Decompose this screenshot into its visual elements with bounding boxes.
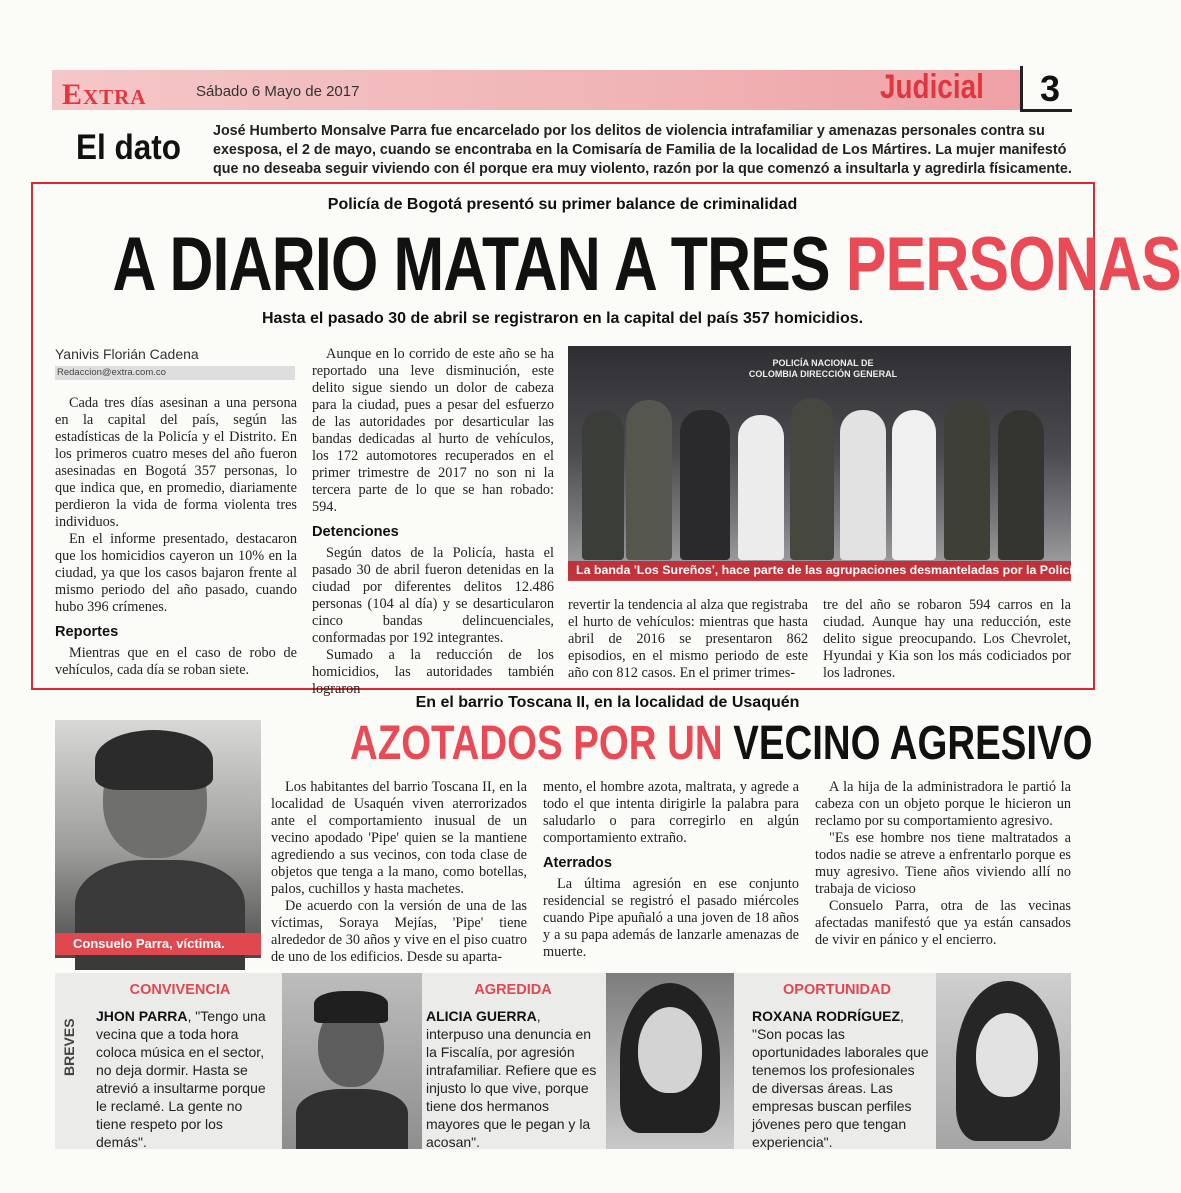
paragraph: "Es ese hombre nos tiene maltratados a todos nadie se atreve a enfrentarlo porque es muy agresivo. Tiene años viviendo allí no trabaja de vicioso (815, 830, 1071, 897)
newspaper-logo: Extra (62, 78, 147, 111)
main-story-deck: Hasta el pasado 30 de abril se registraron en la capital del país 357 homicidios. (261, 310, 864, 327)
paragraph: En el informe presentado, destacaron que los homicidios cayeron un 10% en la ciudad, ya que los casos bajaron frente al mismo periodo del año pasado, cuando hubo 396 crímenes. (55, 531, 297, 615)
brief-text-oportunidad (752, 1007, 930, 1151)
brief-name: ALICIA GUERRA (426, 1008, 537, 1024)
brief-quote: , "Tengo una vecina que a toda hora coloca música en el sector, no deja dormir. Hasta se atrevió a insultarme porque le reclamé. La gente no tiene respeto por los demás". (96, 1008, 266, 1150)
main-story-column-2 (312, 346, 554, 698)
brief-name: JHON PARRA (96, 1008, 188, 1024)
el-dato-label: El dato (76, 128, 182, 167)
main-story-headline (112, 222, 1181, 307)
detainee-figure (680, 410, 730, 560)
hair-shape (314, 991, 388, 1023)
el-dato-text: José Humberto Monsalve Parra fue encarcelado por los delitos de violencia intrafamiliar y amenazas personales contra su exesposa, el 2 de mayo, cuando se encontraba en la Comisaría de Familia de la localidad de Los Mártires. La mujer manifestó que no deseaba seguir viviendo con él porque era muy violento, razón por la que comenzó a insultarla y agredirla físicamente. (213, 123, 1072, 177)
brief-text-agredida (426, 1007, 601, 1151)
headline-dark-part: VECINO AGRESIVO (733, 717, 1093, 770)
section-title: Judicial (880, 68, 984, 106)
breves-label: BREVES (61, 1018, 77, 1076)
jhon-parra-photo (282, 973, 422, 1149)
paragraph: Según datos de la Policía, hasta el pasado 30 de abril fueron detenidas en la ciudad por diferentes delitos 12.486 personas (104 al día) y se desarticularon cinco bandas delincuenciales, conformadas por 192 integrantes. (312, 545, 554, 646)
brief-quote: , interpuso una denuncia en la Fiscalía, por agresión intrafamiliar. Refiere que es injusto lo que vive, porque tiene dos hermanos mayores que le pegan y la acosan". (426, 1008, 597, 1150)
detainee-figure (892, 410, 936, 560)
second-story-column-2 (543, 779, 799, 961)
paragraph: Sumado a la reducción de los homicidios, las autoridades también lograron (312, 647, 554, 697)
subheading: Reportes (55, 624, 119, 640)
subheading: Aterrados (543, 855, 612, 871)
brief-title-oportunidad: OPORTUNIDAD (783, 982, 891, 998)
detainee-figure (840, 410, 886, 560)
headline-accent-part: AZOTADOS POR UN (350, 717, 723, 770)
second-story-kicker: En el barrio Toscana II, en la localidad de Usaquén (415, 694, 800, 711)
subheading: Detenciones (312, 524, 399, 540)
officer-figure (998, 410, 1044, 560)
brief-name: ROXANA RODRÍGUEZ (752, 1008, 901, 1024)
police-press-photo (568, 346, 1071, 580)
alicia-guerra-photo (606, 973, 734, 1149)
headline-dark-part: A DIARIO MATAN A TRES (112, 222, 830, 307)
main-story-column-3 (568, 597, 808, 682)
paragraph: revertir la tendencia al alza que registraba el hurto de vehículos: mientras que hasta abril de 2016 se presentaron 862 episodios, en el mismo periodo de este año con 812 casos. En el primer trimes- (568, 597, 808, 681)
victim-portrait (55, 720, 261, 958)
page-number: 3 (1040, 68, 1061, 109)
portrait-caption: Consuelo Parra, víctima. (73, 936, 225, 951)
second-story-column-1 (271, 779, 527, 966)
paragraph: De acuerdo con la versión de una de las víctimas, Soraya Mejías, 'Pipe' tiene alrededor de 30 años y vive en el piso cuatro de uno de los edificios. Desde su aparta- (271, 898, 527, 965)
brief-title-agredida: AGREDIDA (474, 982, 552, 998)
second-story-column-3 (815, 779, 1071, 949)
photo-caption: La banda 'Los Sureños', hace parte de las agrupaciones desmanteladas por la Policía. (576, 563, 1084, 577)
paragraph: A la hija de la administradora le partió la cabeza con un objeto porque le hicieron un reclamo por su comportamiento agresivo. (815, 779, 1071, 829)
paragraph: La última agresión en ese conjunto residencial se registró el pasado miércoles cuando Pipe apuñaló a una joven de 18 años y a su papa además de lanzarle amenazas de muerte. (543, 876, 799, 960)
issue-date: Sábado 6 Mayo de 2017 (196, 83, 360, 100)
roxana-rodriguez-photo (936, 973, 1071, 1149)
shoulders-shape (296, 1089, 408, 1149)
brief-text-convivencia (96, 1007, 274, 1151)
paragraph: Los habitantes del barrio Toscana II, en la localidad de Usaquén viven aterrorizados ante el comportamiento inusual de un vecino apodado 'Pipe' quien se la mantiene agrediendo a sus vecinos, con toda clase de objetos que tenga a la mano, como botellas, palos, cuchillos y hasta machetes. (271, 779, 527, 897)
paragraph: Consuelo Parra, otra de las vecinas afectadas manifestó que ya están cansados de vivir en pánico y el encierro. (815, 898, 1071, 948)
paragraph: Aunque en lo corrido de este año se ha reportado una leve disminución, este delito sigue siendo un dolor de cabeza para la ciudad, pues a pesar del esfuerzo de las autoridades por desarticular las bandas dedicadas al hurto de vehículos, los 172 automotores recuperados en el primer trimestre de 2017 no son ni la tercera parte de lo que se han robado: 594. (312, 346, 554, 515)
portrait-hair (95, 730, 213, 790)
headline-accent-part: PERSONAS (845, 222, 1181, 307)
paragraph: Mientras que en el caso de robo de vehículos, cada día se roban siete. (55, 645, 297, 678)
main-story-column-1 (55, 395, 297, 679)
brief-title-convivencia: CONVIVENCIA (129, 982, 231, 998)
second-story-headline (350, 716, 1093, 772)
officer-figure (582, 410, 624, 560)
paragraph: tre del año se robaron 594 carros en la ciudad. Aunque hay una reducción, este delito sigue preocupando. Los Chevrolet, Hyundai y Kia son los más codiciados por los ladrones. (823, 597, 1071, 681)
detainee-figure (738, 415, 784, 560)
brief-quote: , "Son pocas las oportunidades laborales que tenemos los profesionales de diversas áreas. Las empresas buscan perfiles jóvenes pero que tengan experiencia". (752, 1008, 929, 1150)
officer-figure (790, 398, 834, 560)
photo-banner-text: POLICÍA NACIONAL DE COLOMBIA DIRECCIÓN GENERAL (748, 358, 898, 379)
paragraph: mento, el hombre azota, maltrata, y agrede a todo el que intenta dirigirle la palabra para saludarlo o para corregirlo en algún comportamiento extraño. (543, 779, 799, 846)
main-story-column-4 (823, 597, 1071, 682)
paragraph: Cada tres días asesinan a una persona en la capital del país, según las estadísticas de la Policía y el Distrito. En los primeros cuatro meses del año fueron asesinadas en Bogotá 357 personas, lo que indica que, en promedio, diariamente perdieron la vida de forma violenta tres individuos. (55, 395, 297, 530)
main-story-kicker: Policía de Bogotá presentó su primer balance de criminalidad (327, 196, 798, 213)
face-shape (976, 1013, 1038, 1097)
officer-figure (626, 400, 672, 560)
author-email: Redaccion@extra.com.co (55, 366, 295, 380)
byline: Yanivis Florián Cadena (55, 346, 199, 362)
officer-figure (944, 400, 990, 560)
face-shape (638, 1007, 702, 1093)
